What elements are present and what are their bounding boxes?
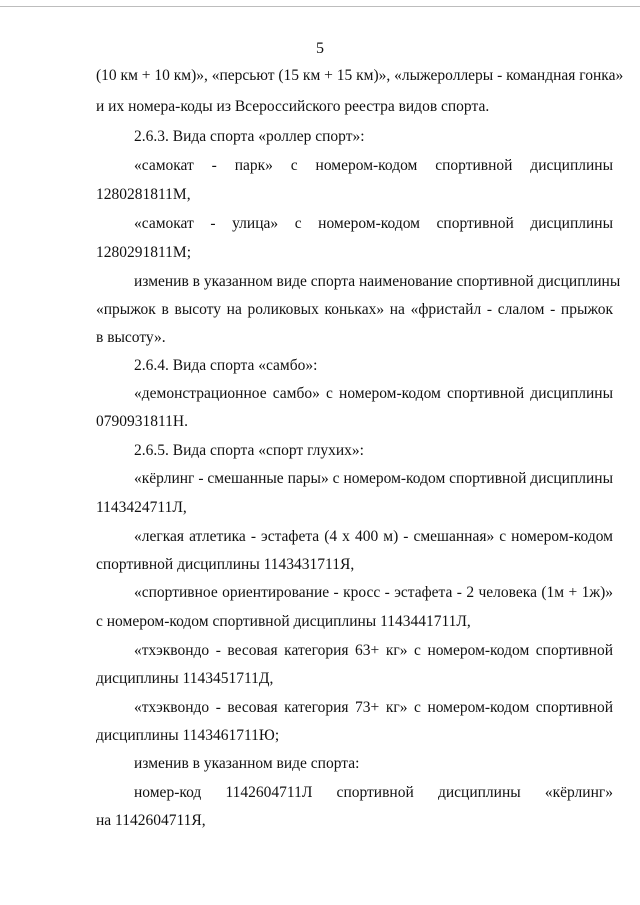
text-line: спортивной дисциплины 1143431711Я,: [96, 556, 355, 573]
text-line: «самокат - парк» с номером-кодом спортивной дисциплины: [134, 157, 613, 174]
section-heading: 2.6.3. Вида спорта «роллер спорт»:: [134, 128, 365, 145]
text-line: в высоту».: [96, 329, 166, 346]
text-line: изменив в указанном виде спорта:: [134, 755, 360, 772]
text-line: 1143424711Л,: [96, 499, 187, 516]
section-heading: 2.6.4. Вида спорта «самбо»:: [134, 357, 318, 374]
text-line: дисциплины 1143451711Д,: [96, 670, 274, 687]
text-line: изменив в указанном виде спорта наименование спортивной дисциплины: [134, 273, 621, 290]
text-line: «тхэквондо - весовая категория 63+ кг» с номером-кодом спортивной: [134, 642, 613, 659]
text-line: «самокат - улица» с номером-кодом спортивной дисциплины: [134, 215, 613, 232]
text-line: номер-код 1142604711Л спортивной дисциплины «кёрлинг»: [134, 784, 613, 801]
text-line: «прыжок в высоту на роликовых коньках» на «фристайл - слалом - прыжок: [96, 301, 613, 318]
text-line: «спортивное ориентирование - кросс - эстафета - 2 человека (1м + 1ж)»: [134, 584, 613, 601]
text-line: дисциплины 1143461711Ю;: [96, 727, 280, 744]
section-heading: 2.6.5. Вида спорта «спорт глухих»:: [134, 442, 364, 459]
page-number: 5: [316, 40, 324, 57]
text-line: 0790931811Н.: [96, 413, 188, 430]
text-line: «кёрлинг - смешанные пары» с номером-кодом спортивной дисциплины: [134, 470, 613, 487]
text-line: 1280281811М,: [96, 186, 191, 203]
text-line: и их номера-коды из Всероссийского реестра видов спорта.: [96, 98, 490, 115]
text-line: «легкая атлетика - эстафета (4 х 400 м) - смешанная» с номером-кодом: [134, 528, 613, 545]
text-line: (10 км + 10 км)», «персьют (15 км + 15 км)», «лыжероллеры - командная гонка»: [96, 67, 624, 84]
scan-top-edge: [0, 6, 640, 7]
text-line: «тхэквондо - весовая категория 73+ кг» с номером-кодом спортивной: [134, 699, 613, 716]
text-line: 1280291811М;: [96, 244, 192, 261]
text-line: с номером-кодом спортивной дисциплины 1143441711Л,: [96, 613, 471, 630]
text-line: «демонстрационное самбо» с номером-кодом спортивной дисциплины: [134, 385, 613, 402]
text-line: на 1142604711Я,: [96, 812, 206, 829]
